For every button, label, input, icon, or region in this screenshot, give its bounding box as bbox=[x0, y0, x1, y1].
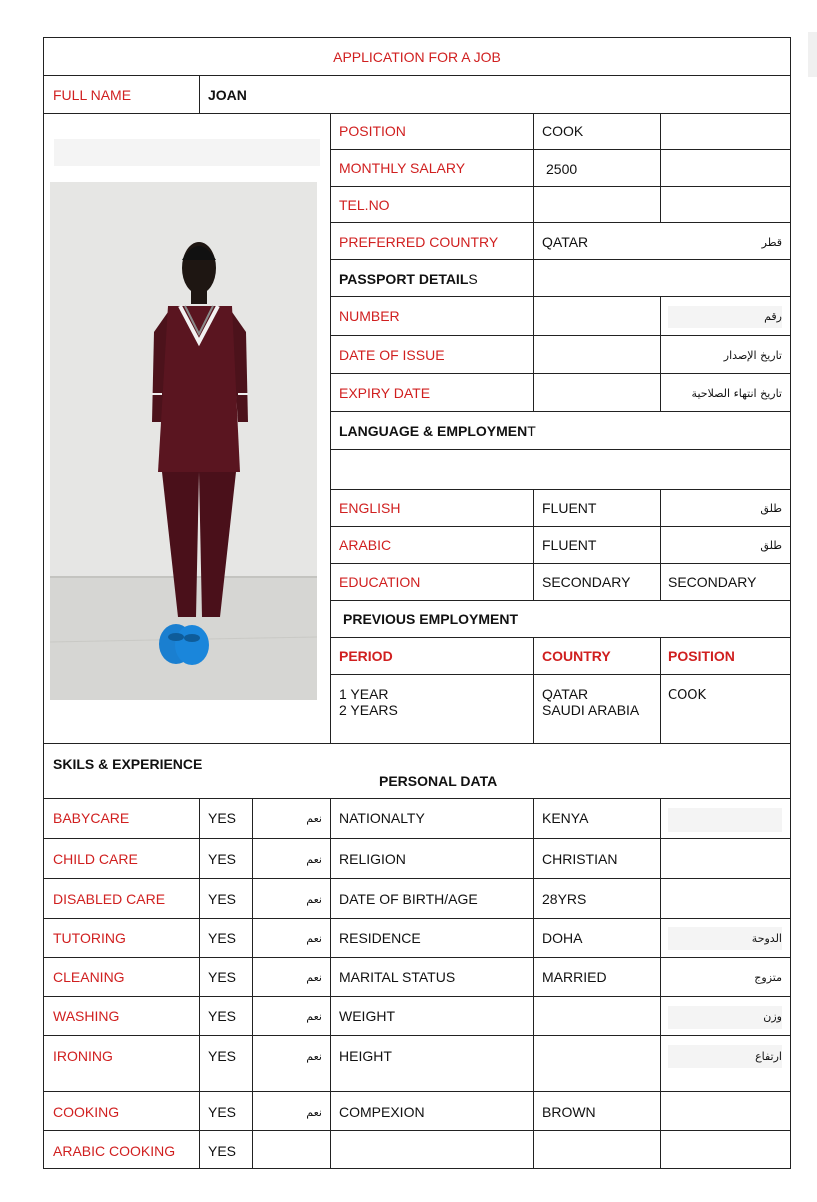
personal-value: MARRIED bbox=[542, 969, 607, 985]
skill-value: YES bbox=[208, 969, 237, 985]
skill-value: YES bbox=[208, 1104, 237, 1120]
education-label: EDUCATION bbox=[339, 574, 421, 590]
passport-number-label: NUMBER bbox=[339, 308, 400, 324]
language-heading: LANGUAGE & EMPLOYMENT bbox=[339, 423, 536, 439]
personal-data-heading: PERSONAL DATA bbox=[379, 773, 498, 789]
passport-heading: PASSPORT DETAILS bbox=[339, 271, 478, 287]
skill-label: TUTORING bbox=[53, 930, 126, 946]
expiry-date-label: EXPIRY DATE bbox=[339, 385, 431, 401]
country-line-2: SAUDI ARABIA bbox=[542, 702, 640, 718]
page-corner-marker bbox=[808, 32, 817, 77]
skill-arabic: نعم bbox=[306, 812, 322, 825]
personal-label: COMPEXION bbox=[339, 1104, 425, 1120]
skill-label: BABYCARE bbox=[53, 810, 130, 826]
personal-label: MARITAL STATUS bbox=[339, 969, 456, 985]
skill-value: YES bbox=[208, 851, 237, 867]
skill-label: COOKING bbox=[53, 1104, 120, 1120]
position-line-1: COOK bbox=[668, 688, 707, 703]
position-column-header: POSITION bbox=[668, 648, 735, 664]
salary-value: 2500 bbox=[546, 161, 578, 177]
skill-value: YES bbox=[208, 810, 237, 826]
preferred-country-arabic: قطر bbox=[761, 236, 782, 249]
tel-label: TEL.NO bbox=[339, 197, 390, 213]
position-value: COOK bbox=[542, 123, 584, 139]
skill-value: YES bbox=[208, 1143, 237, 1159]
salary-label: MONTHLY SALARY bbox=[339, 160, 466, 176]
personal-label: RELIGION bbox=[339, 851, 406, 867]
skill-label: CLEANING bbox=[53, 969, 125, 985]
skill-arabic: نعم bbox=[306, 971, 322, 984]
skill-arabic: نعم bbox=[306, 1106, 322, 1119]
skill-arabic: نعم bbox=[306, 893, 322, 906]
period-column-header: PERIOD bbox=[339, 648, 393, 664]
skill-arabic: نعم bbox=[306, 853, 322, 866]
nationality-field-shade bbox=[668, 808, 782, 832]
preferred-country-label: PREFERRED COUNTRY bbox=[339, 234, 499, 250]
issue-date-arabic: تاريخ الإصدار bbox=[723, 349, 782, 362]
skill-value: YES bbox=[208, 1008, 237, 1024]
full-name-label: FULL NAME bbox=[53, 87, 132, 103]
english-arabic: طلق bbox=[760, 502, 782, 515]
personal-arabic: وزن bbox=[763, 1010, 782, 1023]
passport-number-arabic: رقم bbox=[764, 310, 782, 323]
education-extra: SECONDARY bbox=[668, 574, 757, 590]
preferred-country-value: QATAR bbox=[542, 234, 589, 250]
period-line-1: 1 YEAR bbox=[339, 686, 389, 702]
skill-label: IRONING bbox=[53, 1048, 113, 1064]
arabic-label: ARABIC bbox=[339, 537, 392, 553]
country-column-header: COUNTRY bbox=[542, 648, 611, 664]
skill-label: WASHING bbox=[53, 1008, 120, 1024]
arabic-arabic: طلق bbox=[760, 539, 782, 552]
skill-label: CHILD CARE bbox=[53, 851, 138, 867]
personal-label: WEIGHT bbox=[339, 1008, 395, 1024]
skill-arabic: نعم bbox=[306, 1010, 322, 1023]
skill-arabic: نعم bbox=[306, 932, 322, 945]
personal-value: CHRISTIAN bbox=[542, 851, 618, 867]
personal-label: RESIDENCE bbox=[339, 930, 421, 946]
skill-value: YES bbox=[208, 930, 237, 946]
previous-employment-heading: PREVIOUS EMPLOYMENT bbox=[343, 611, 519, 627]
arabic-value: FLUENT bbox=[542, 537, 597, 553]
personal-value: DOHA bbox=[542, 930, 583, 946]
photo-caption-placeholder bbox=[54, 139, 320, 166]
skill-label: ARABIC COOKING bbox=[53, 1143, 176, 1159]
education-value: SECONDARY bbox=[542, 574, 631, 590]
form-title: APPLICATION FOR A JOB bbox=[333, 49, 501, 65]
personal-arabic: متزوج bbox=[754, 971, 782, 984]
skill-value: YES bbox=[208, 891, 237, 907]
english-value: FLUENT bbox=[542, 500, 597, 516]
expiry-date-arabic: تاريخ انتهاء الصلاحية bbox=[691, 387, 782, 400]
personal-label: NATIONALTY bbox=[339, 810, 425, 826]
personal-value: KENYA bbox=[542, 810, 589, 826]
skill-arabic: نعم bbox=[306, 1050, 322, 1063]
period-line-2: 2 YEARS bbox=[339, 702, 398, 718]
skills-heading: SKILS & EXPERIENCE bbox=[53, 756, 203, 772]
skill-label: DISABLED CARE bbox=[53, 891, 166, 907]
personal-label: DATE OF BIRTH/AGE bbox=[339, 891, 478, 907]
applicant-photo bbox=[50, 182, 317, 700]
english-label: ENGLISH bbox=[339, 500, 401, 516]
personal-arabic: الدوحة bbox=[751, 932, 782, 945]
personal-value: BROWN bbox=[542, 1104, 596, 1120]
personal-label: HEIGHT bbox=[339, 1048, 392, 1064]
issue-date-label: DATE OF ISSUE bbox=[339, 347, 445, 363]
position-label: POSITION bbox=[339, 123, 406, 139]
personal-value: 28YRS bbox=[542, 891, 587, 907]
skill-value: YES bbox=[208, 1048, 237, 1064]
full-name-value: JOAN bbox=[208, 87, 247, 103]
country-line-1: QATAR bbox=[542, 686, 589, 702]
personal-arabic: ارتفاع bbox=[755, 1050, 782, 1063]
